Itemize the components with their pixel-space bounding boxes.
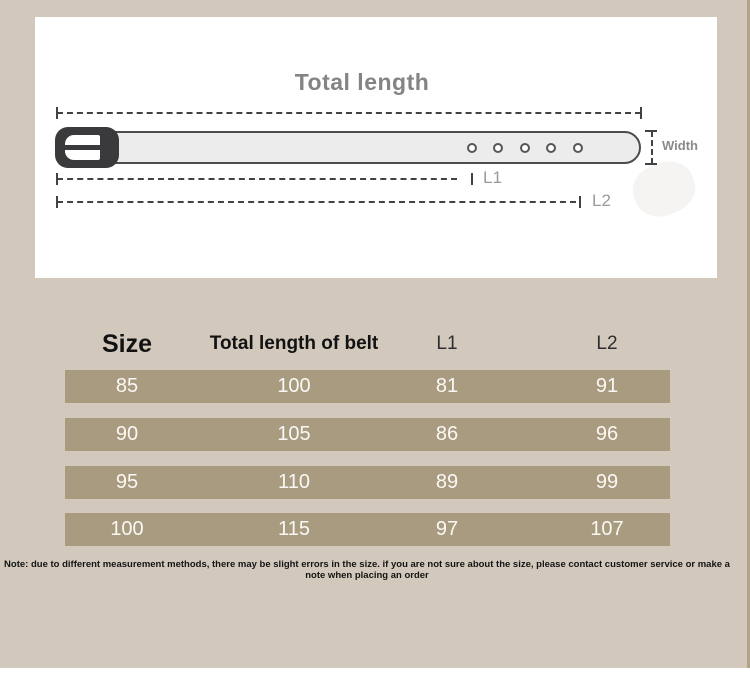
column-header-total-length: Total length of belt	[209, 333, 379, 354]
cell-l1: 89	[435, 471, 459, 493]
dimension-tick	[56, 107, 58, 119]
cell-l2: 107	[590, 518, 624, 540]
cell-total-length: 110	[278, 471, 310, 493]
cell-l1: 86	[435, 423, 459, 445]
belt-hole	[467, 143, 477, 153]
dimension-tick	[645, 130, 657, 132]
cell-l2: 91	[595, 375, 619, 397]
total-length-title: Total length	[294, 69, 430, 95]
dimension-tick	[645, 163, 657, 165]
l1-label: L1	[483, 168, 502, 187]
watermark-smudge	[626, 154, 702, 224]
table-row	[65, 418, 670, 451]
table-row	[65, 466, 670, 499]
cell-total-length: 105	[277, 423, 311, 445]
belt-hole	[520, 143, 530, 153]
column-header-size: Size	[101, 330, 153, 358]
cell-l1: 81	[435, 375, 459, 397]
belt-hole	[573, 143, 583, 153]
cell-l2: 99	[595, 471, 619, 493]
cell-size: 85	[115, 375, 139, 397]
belt-buckle-prong	[65, 145, 100, 150]
cell-total-length: 100	[277, 375, 311, 397]
measurement-note: Note: due to different measurement methods, there may be slight errors in the size. if you are not sure about the size, please contact customer service or make a note when placing an order	[4, 559, 730, 581]
total-length-dimension-line	[57, 112, 641, 114]
column-header-l2: L2	[596, 333, 618, 354]
cell-l2: 96	[595, 423, 619, 445]
dimension-tick	[56, 173, 58, 185]
belt-diagram-card	[35, 17, 717, 278]
cell-l1: 97	[435, 518, 459, 540]
cell-total-length: 115	[278, 518, 310, 540]
table-row	[65, 370, 670, 403]
l2-dimension-line	[57, 201, 576, 203]
dimension-tick	[579, 196, 581, 208]
cell-size: 100	[110, 518, 144, 540]
table-row	[65, 513, 670, 546]
column-header-l1: L1	[436, 333, 458, 354]
belt-hole	[493, 143, 503, 153]
l2-label: L2	[592, 191, 611, 210]
dimension-tick	[471, 173, 473, 185]
table-header-row	[65, 326, 670, 362]
width-label: Width	[662, 138, 698, 153]
dimension-tick	[640, 107, 642, 119]
width-dimension-line	[651, 131, 653, 164]
belt-hole	[546, 143, 556, 153]
cell-size: 90	[115, 423, 139, 445]
l1-dimension-line	[57, 178, 457, 180]
dimension-tick	[56, 196, 58, 208]
cell-size: 95	[115, 471, 139, 493]
